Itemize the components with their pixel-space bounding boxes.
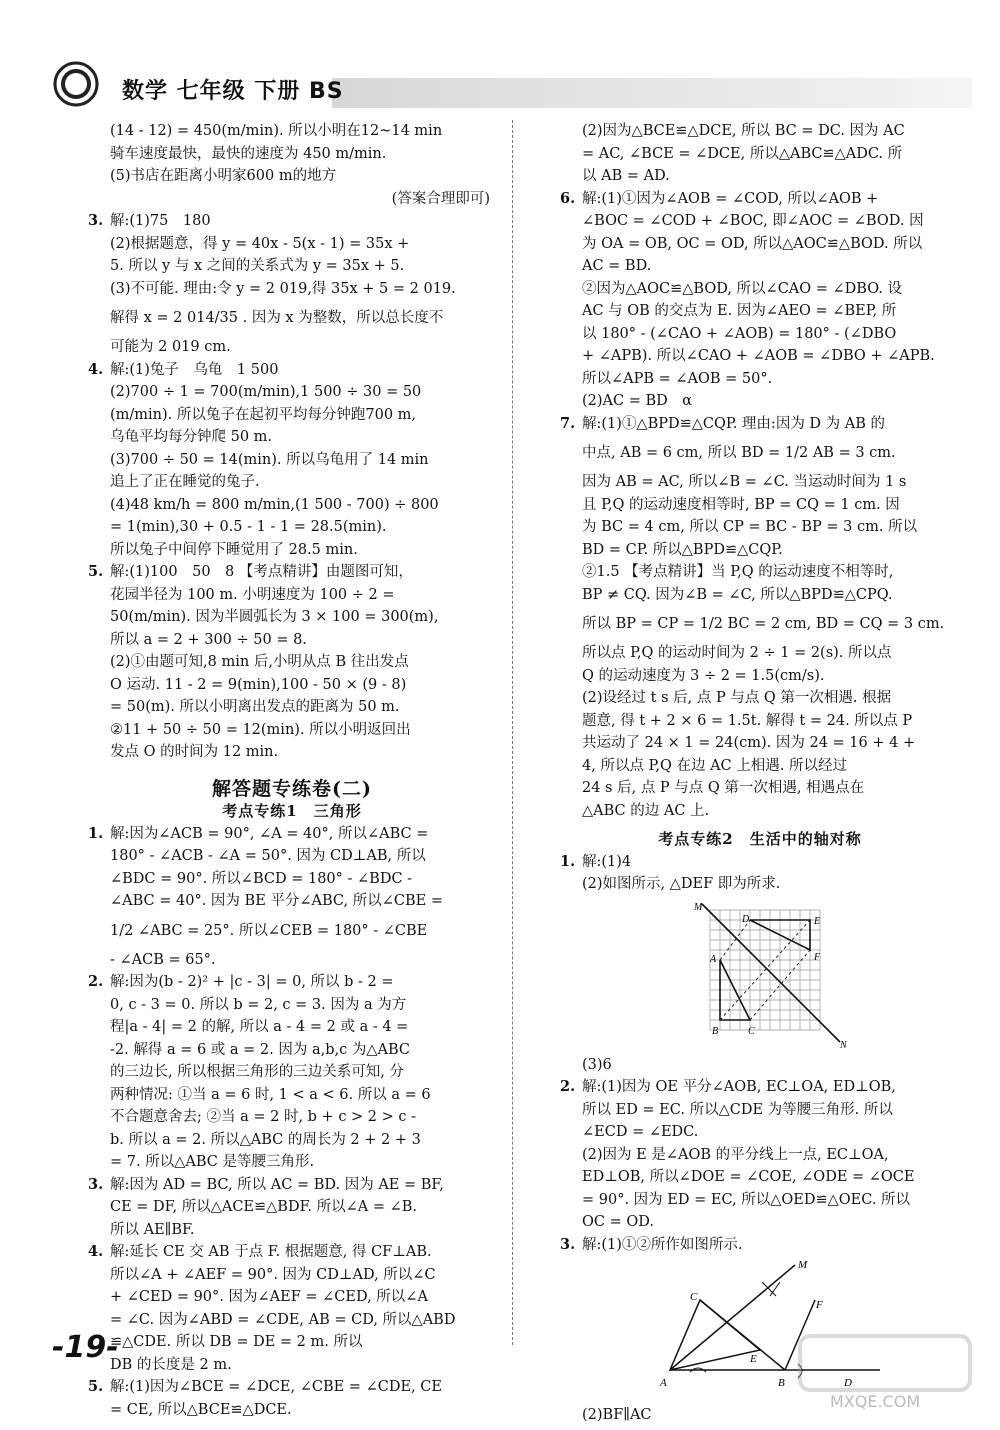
text-line bbox=[560, 732, 960, 755]
line-text: 解:(1)①△BPD≌△CQP. 理由:因为 D 为 AB 的 bbox=[582, 415, 886, 432]
text-line bbox=[560, 435, 960, 471]
text-line bbox=[560, 413, 960, 436]
line-text: 所以点 P,Q 的运动时间为 2 ÷ 1 = 2(s). 所以点 bbox=[582, 645, 892, 661]
question-number: 5. bbox=[88, 1378, 104, 1395]
right-answers-2b bbox=[560, 1054, 960, 1257]
line-text: (2)如图所示, △DEF 即为所求. bbox=[582, 876, 781, 892]
text-line bbox=[560, 584, 960, 607]
text-line bbox=[88, 381, 496, 404]
text-line bbox=[88, 188, 496, 211]
text-line bbox=[560, 516, 960, 539]
line-text: (2)BF∥AC bbox=[582, 1407, 652, 1423]
header-bar bbox=[332, 78, 972, 108]
text-line bbox=[88, 741, 496, 764]
question-number: 5. bbox=[88, 563, 104, 580]
line-text: AC 与 OB 的交点为 E. 因为∠AEO = ∠BEP, 所 bbox=[582, 303, 897, 319]
text-line bbox=[560, 165, 960, 188]
line-text: + ∠CED = 90°. 因为∠AEF = ∠CED, 所以∠A bbox=[110, 1289, 428, 1305]
line-text: 0, c - 3 = 0. 所以 b = 2, c = 3. 因为 a 为方 bbox=[110, 996, 407, 1013]
text-line bbox=[88, 1174, 496, 1197]
line-text: 解:(1)兔子 乌龟 1 500 bbox=[110, 361, 279, 378]
line-text: △ABC 的边 AC 上. bbox=[582, 802, 710, 819]
text-line bbox=[88, 971, 496, 994]
line-text: (3)6 bbox=[582, 1056, 612, 1073]
line-text: 程|a - 4| = 2 的解, 所以 a - 4 = 2 或 a - 4 = bbox=[110, 1019, 409, 1035]
line-text: 解:延长 CE 交 AB 于点 F. 根据题意, 得 CF⊥AB. bbox=[110, 1244, 432, 1260]
line-text: (2)①由题可知,8 min 后,小明从点 B 往出发点 bbox=[110, 654, 409, 670]
line-text: 以 AB = AD. bbox=[582, 168, 670, 184]
right-column bbox=[560, 120, 960, 1427]
line-text: = ∠C. 因为∠ABD = ∠CDE, AB = CD, 所以△ABD bbox=[110, 1311, 456, 1328]
line-text: = 1(min),30 + 0.5 - 1 - 1 = 28.5(min). bbox=[110, 519, 387, 535]
text-line bbox=[88, 1106, 496, 1129]
right-answers bbox=[560, 120, 960, 822]
text-line bbox=[560, 1076, 960, 1099]
text-line bbox=[88, 913, 496, 949]
fig2-label: B bbox=[778, 1377, 785, 1389]
text-line bbox=[88, 359, 496, 382]
text-line bbox=[560, 345, 960, 368]
text-line bbox=[88, 1331, 496, 1354]
line-text: b. 所以 a = 2. 所以△ABC 的周长为 2 + 2 + 3 bbox=[110, 1131, 421, 1148]
watermark-text: MXQE.COM bbox=[830, 1392, 921, 1411]
line-text: (2)因为△BCE≌△DCE, 所以 BC = DC. 因为 AC bbox=[582, 123, 905, 139]
text-line bbox=[560, 1054, 960, 1077]
line-text: 所以 a = 2 + 300 ÷ 50 = 8. bbox=[110, 631, 307, 648]
fig2-label: M bbox=[798, 1260, 808, 1271]
text-line bbox=[560, 1144, 960, 1167]
text-line bbox=[88, 1196, 496, 1219]
line-text: 5. 所以 y 与 x 之间的关系式为 y = 35x + 5. bbox=[110, 258, 405, 274]
line-text: 以 180° - (∠CAO + ∠AOB) = 180° - (∠DBO bbox=[582, 325, 897, 342]
text-line bbox=[560, 300, 960, 323]
line-text: ∠ABC = 40°. 因为 BE 平分∠ABC, 所以∠CBE = bbox=[110, 893, 443, 909]
text-line bbox=[88, 404, 496, 427]
text-line bbox=[88, 651, 496, 674]
line-text: BP ≠ CQ. 因为∠B = ∠C, 所以△BPD≌△CPQ. bbox=[582, 586, 893, 603]
line-text: 24 s 后, 点 P 与点 Q 第一次相遇, 相遇点在 bbox=[582, 780, 865, 796]
text-line bbox=[88, 823, 496, 846]
text-line bbox=[560, 710, 960, 733]
line-text: 4, 所以点 P,Q 在边 AC 上相遇. 所以经过 bbox=[582, 757, 847, 774]
line-text: 发点 O 的时间为 12 min. bbox=[110, 744, 279, 760]
line-text: 解:因为(b - 2)² + |c - 3| = 0, 所以 b - 2 = bbox=[110, 974, 394, 990]
text-line bbox=[560, 665, 960, 688]
text-line bbox=[88, 949, 496, 972]
text-line bbox=[88, 233, 496, 256]
line-text: 所以 BP = CP = 1/2 BC = 2 cm, BD = CQ = 3 cm. bbox=[582, 616, 945, 632]
line-text: 解:(1)①②所作如图所示. bbox=[582, 1236, 743, 1253]
line-text: 所以∠A + ∠AEF = 90°. 因为 CD⊥AD, 所以∠C bbox=[110, 1266, 436, 1283]
text-line bbox=[560, 494, 960, 517]
text-line bbox=[88, 1129, 496, 1152]
right-section-subtitle: 考点专练2 生活中的轴对称 bbox=[658, 830, 862, 848]
text-line bbox=[560, 1211, 960, 1234]
text-line bbox=[88, 516, 496, 539]
line-text: AC = BD. bbox=[582, 258, 652, 274]
text-line bbox=[560, 278, 960, 301]
text-line bbox=[88, 1241, 496, 1264]
line-text: (3)700 ÷ 50 = 14(min). 所以乌龟用了 14 min bbox=[110, 451, 429, 468]
line-text: ∠BDC = 90°. 所以∠BCD = 180° - ∠BDC - bbox=[110, 870, 413, 887]
line-text: = 7. 所以△ABC 是等腰三角形. bbox=[110, 1154, 315, 1170]
text-line bbox=[88, 143, 496, 166]
text-line bbox=[560, 1166, 960, 1189]
line-text: 题意, 得 t + 2 × 6 = 1.5t. 解得 t = 24. 所以点 P bbox=[582, 712, 913, 729]
line-text: - ∠ACB = 65°. bbox=[110, 951, 216, 968]
page-header bbox=[52, 60, 952, 116]
line-text: 可能为 2 019 cm. bbox=[110, 339, 231, 355]
line-text: 解:(1)100 50 8 【考点精讲】由题图可知， bbox=[110, 564, 413, 580]
line-text: 解:(1)75 180 bbox=[110, 213, 211, 229]
line-text: BD = CP. 所以△BPD≌△CQP. bbox=[582, 541, 783, 558]
text-line bbox=[88, 278, 496, 301]
text-line bbox=[88, 1286, 496, 1309]
line-text: 骑车速度最快，最快的速度为 450 m/min. bbox=[110, 145, 387, 162]
line-text: 花园半径为 100 m. 小明速度为 100 ÷ 2 = bbox=[110, 586, 395, 603]
line-text: (2)AC = BD α bbox=[582, 393, 693, 409]
line-text: 解:(1)4 bbox=[582, 853, 632, 870]
fig1-label: N bbox=[840, 1039, 847, 1050]
question-number: 3. bbox=[88, 1175, 104, 1193]
text-line bbox=[88, 494, 496, 517]
line-text: OC = OD. bbox=[582, 1214, 654, 1230]
line-text: 解:(1)因为 OE 平分∠AOB, EC⊥OA, ED⊥OB, bbox=[582, 1079, 896, 1095]
line-text: 两种情况: ①当 a = 6 时, 1 < a < 6. 所以 a = 6 bbox=[110, 1086, 431, 1103]
line-text: (5)书店在距离小明家600 m的地方 bbox=[110, 168, 337, 184]
right-answers-2a bbox=[560, 851, 960, 896]
text-line bbox=[88, 719, 496, 742]
line-text: (2)700 ÷ 1 = 700(m/min),1 500 ÷ 30 = 50 bbox=[110, 384, 422, 400]
line-text: (2)因为 E 是∠AOB 的平分线上一点, EC⊥OA, bbox=[582, 1146, 889, 1163]
line-text: 为 BC = 4 cm, 所以 CP = BC - BP = 3 cm. 所以 bbox=[582, 519, 918, 535]
text-line bbox=[560, 777, 960, 800]
line-text: ∠BOC = ∠COD + ∠BOC, 即∠AOC = ∠BOD. 因 bbox=[582, 213, 924, 229]
line-text: = 90°. 因为 ED = EC, 所以△OED≌△OEC. 所以 bbox=[582, 1191, 911, 1208]
text-line bbox=[88, 255, 496, 278]
line-text: 所以兔子中间停下睡觉用了 28.5 min. bbox=[110, 541, 358, 558]
text-line bbox=[88, 336, 496, 359]
text-line bbox=[88, 1399, 496, 1422]
line-text: ②11 + 50 ÷ 50 = 12(min). 所以小明返回出 bbox=[110, 721, 411, 738]
line-text: (3)不可能. 理由:令 y = 2 019,得 35x + 5 = 2 019. bbox=[110, 280, 456, 297]
fig2-label: C bbox=[690, 1291, 698, 1303]
text-line bbox=[560, 606, 960, 642]
text-line bbox=[88, 539, 496, 562]
text-line bbox=[560, 210, 960, 233]
text-line bbox=[88, 1219, 496, 1242]
text-line bbox=[560, 1189, 960, 1212]
fig1-label: F bbox=[814, 951, 821, 963]
text-line bbox=[560, 755, 960, 778]
line-text: 不合题意舍去; ②当 a = 2 时, b + c > 2 > c - bbox=[110, 1109, 417, 1125]
question-number: 4. bbox=[88, 360, 104, 378]
text-line bbox=[88, 868, 496, 891]
text-line bbox=[560, 188, 960, 211]
line-text: ED⊥OB, 所以∠DOE = ∠COE, ∠ODE = ∠OCE bbox=[582, 1169, 915, 1185]
fig2-label: E bbox=[750, 1353, 757, 1365]
text-line bbox=[88, 1309, 496, 1332]
text-line bbox=[88, 890, 496, 913]
text-line bbox=[88, 165, 496, 188]
line-text: Q 的运动速度为 3 ÷ 2 = 1.5(cm/s). bbox=[582, 667, 825, 684]
line-text: CE = DF, 所以△ACE≌△BDF. 所以∠A = ∠B. bbox=[110, 1199, 417, 1215]
text-line bbox=[560, 368, 960, 391]
text-line bbox=[88, 1039, 496, 1062]
line-text: 解:(1)①因为∠AOB = ∠COD, 所以∠AOB + bbox=[582, 190, 879, 207]
fig2-label: A bbox=[660, 1377, 667, 1389]
left-answers bbox=[88, 120, 496, 764]
text-line bbox=[88, 210, 496, 233]
text-line bbox=[88, 1151, 496, 1174]
line-text: ②1.5 【考点精讲】当 P,Q 的运动速度不相等时, bbox=[582, 564, 894, 580]
text-line bbox=[560, 1121, 960, 1144]
text-line bbox=[88, 449, 496, 472]
logo-icon bbox=[52, 60, 100, 108]
text-line bbox=[560, 873, 960, 896]
question-number: 1. bbox=[88, 824, 104, 842]
line-text: = CE, 所以△BCE≌△DCE. bbox=[110, 1401, 292, 1418]
text-line bbox=[88, 120, 496, 143]
fig2-label: D bbox=[844, 1377, 852, 1389]
section-subtitle: 考点专练1 三角形 bbox=[222, 802, 362, 820]
line-text: (14 - 12) = 450(m/min). 所以小明在12~14 min bbox=[110, 123, 443, 139]
question-number: 6. bbox=[560, 189, 576, 207]
line-text: 所以 ED = EC. 所以△CDE 为等腰三角形. 所以 bbox=[582, 1101, 893, 1118]
text-line bbox=[560, 120, 960, 143]
grid-figure bbox=[690, 900, 850, 1050]
text-line bbox=[88, 994, 496, 1017]
line-text: O 运动. 11 - 2 = 9(min),100 - 50 × (9 - 8) bbox=[110, 676, 407, 693]
question-number: 4. bbox=[88, 1243, 104, 1260]
text-line bbox=[88, 674, 496, 697]
fig1-label: E bbox=[814, 915, 821, 927]
text-line bbox=[560, 642, 960, 665]
question-number: 1. bbox=[560, 852, 576, 870]
text-line bbox=[560, 233, 960, 256]
line-text: (2)设经过 t s 后, 点 P 与点 Q 第一次相遇. 根据 bbox=[582, 690, 892, 706]
question-number: 3. bbox=[560, 1235, 576, 1253]
line-text: 解:(1)因为∠BCE = ∠DCE, ∠CBE = ∠CDE, CE bbox=[110, 1379, 442, 1395]
text-line bbox=[88, 1084, 496, 1107]
line-text: 追上了正在睡觉的兔子. bbox=[110, 474, 260, 490]
text-line bbox=[560, 390, 960, 413]
line-text: = 50(m). 所以小明离出发点的距离为 50 m. bbox=[110, 699, 400, 715]
line-text: + ∠APB). 所以∠CAO + ∠AOB = ∠DBO + ∠APB. bbox=[582, 348, 935, 364]
question-number: 2. bbox=[560, 1078, 576, 1095]
text-line bbox=[88, 584, 496, 607]
page-title: 数学 七年级 下册 BS bbox=[122, 79, 344, 104]
text-line bbox=[88, 300, 496, 336]
line-text: 解得 x = 2 014/35 . 因为 x 为整数，所以总长度不 bbox=[110, 310, 444, 326]
line-text: 解:因为∠ACB = 90°, ∠A = 40°, 所以∠ABC = bbox=[110, 825, 429, 842]
line-text: 因为 AB = AC, 所以∠B = ∠C. 当运动时间为 1 s bbox=[582, 474, 907, 490]
left-column bbox=[88, 120, 496, 1421]
line-text: = AC, ∠BCE = ∠DCE, 所以△ABC≌△ADC. 所 bbox=[582, 145, 903, 162]
text-line bbox=[560, 1099, 960, 1122]
line-text: 为 OA = OB, OC = OD, 所以△AOC≌△BOD. 所以 bbox=[582, 235, 923, 252]
fig1-label: A bbox=[710, 953, 717, 965]
line-text: 乌龟平均每分钟爬 50 m. bbox=[110, 429, 273, 445]
line-text: 所以 AE∥BF. bbox=[110, 1221, 195, 1238]
text-line bbox=[88, 696, 496, 719]
text-line bbox=[88, 426, 496, 449]
line-text: 180° - ∠ACB - ∠A = 50°. 因为 CD⊥AB, 所以 bbox=[110, 848, 426, 864]
line-text: -2. 解得 a = 6 或 a = 2. 因为 a,b,c 为△ABC bbox=[110, 1041, 410, 1058]
line-text: 所以∠APB = ∠AOB = 50°. bbox=[582, 370, 773, 387]
line-text: 且 P,Q 的运动速度相等时, BP = CQ = 1 cm. 因 bbox=[582, 496, 900, 513]
line-text: (2)根据题意，得 y = 40x - 5(x - 1) = 35x + bbox=[110, 235, 410, 252]
line-text: 中点, AB = 6 cm, 所以 BD = 1/2 AB = 3 cm. bbox=[582, 445, 896, 461]
section-title: 解答题专练卷(二) bbox=[212, 777, 372, 800]
question-number: 2. bbox=[88, 973, 104, 990]
text-line bbox=[560, 687, 960, 710]
line-text: 的三边长, 所以根据三角形的三边关系可知, 分 bbox=[110, 1064, 404, 1080]
line-text: (m/min). 所以兔子在起初平均每分钟跑700 m, bbox=[110, 406, 417, 423]
text-line bbox=[560, 561, 960, 584]
question-number: 3. bbox=[88, 212, 104, 229]
fig2-label: F bbox=[816, 1299, 823, 1311]
line-text: 共运动了 24 × 1 = 24(cm). 因为 24 = 16 + 4 + bbox=[582, 735, 916, 751]
text-line bbox=[560, 471, 960, 494]
line-text: 解:因为 AD = BC, 所以 AC = BD. 因为 AE = BF, bbox=[110, 1176, 444, 1193]
text-line bbox=[560, 255, 960, 278]
page-number: -19- bbox=[52, 1330, 119, 1365]
text-line bbox=[88, 1016, 496, 1039]
line-text: DB 的长度是 2 m. bbox=[110, 1356, 232, 1373]
fig1-label: B bbox=[712, 1025, 719, 1037]
text-line bbox=[88, 1061, 496, 1084]
text-line bbox=[88, 561, 496, 584]
fig1-label: C bbox=[748, 1025, 755, 1037]
left-answers-2 bbox=[88, 823, 496, 1422]
text-line bbox=[560, 1234, 960, 1257]
line-text: (4)48 km/h = 800 m/min,(1 500 - 700) ÷ 800 bbox=[110, 496, 439, 513]
text-line bbox=[88, 845, 496, 868]
text-line bbox=[560, 323, 960, 346]
text-line bbox=[560, 539, 960, 562]
line-text: 50(m/min). 因为半圆弧长为 3 × 100 = 300(m), bbox=[110, 609, 439, 625]
fig1-label: M bbox=[694, 901, 703, 913]
fig1-label: D bbox=[742, 913, 750, 925]
column-divider bbox=[512, 120, 513, 1345]
text-line bbox=[88, 606, 496, 629]
text-line bbox=[88, 471, 496, 494]
line-text: (答案合理即可) bbox=[391, 190, 490, 207]
line-text: ≌△CDE. 所以 DB = DE = 2 m. 所以 bbox=[110, 1334, 363, 1350]
text-line bbox=[560, 800, 960, 823]
text-line bbox=[88, 1376, 496, 1399]
line-text: ∠ECD = ∠EDC. bbox=[582, 1124, 699, 1140]
text-line bbox=[560, 851, 960, 874]
text-line bbox=[88, 629, 496, 652]
line-text: ②因为△AOC≌△BOD, 所以∠CAO = ∠DBO. 设 bbox=[582, 280, 902, 297]
text-line bbox=[560, 143, 960, 166]
text-line bbox=[88, 1354, 496, 1377]
question-number: 7. bbox=[560, 414, 576, 432]
text-line bbox=[88, 1264, 496, 1287]
line-text: 1/2 ∠ABC = 25°. 所以∠CEB = 180° - ∠CBE bbox=[110, 922, 428, 939]
